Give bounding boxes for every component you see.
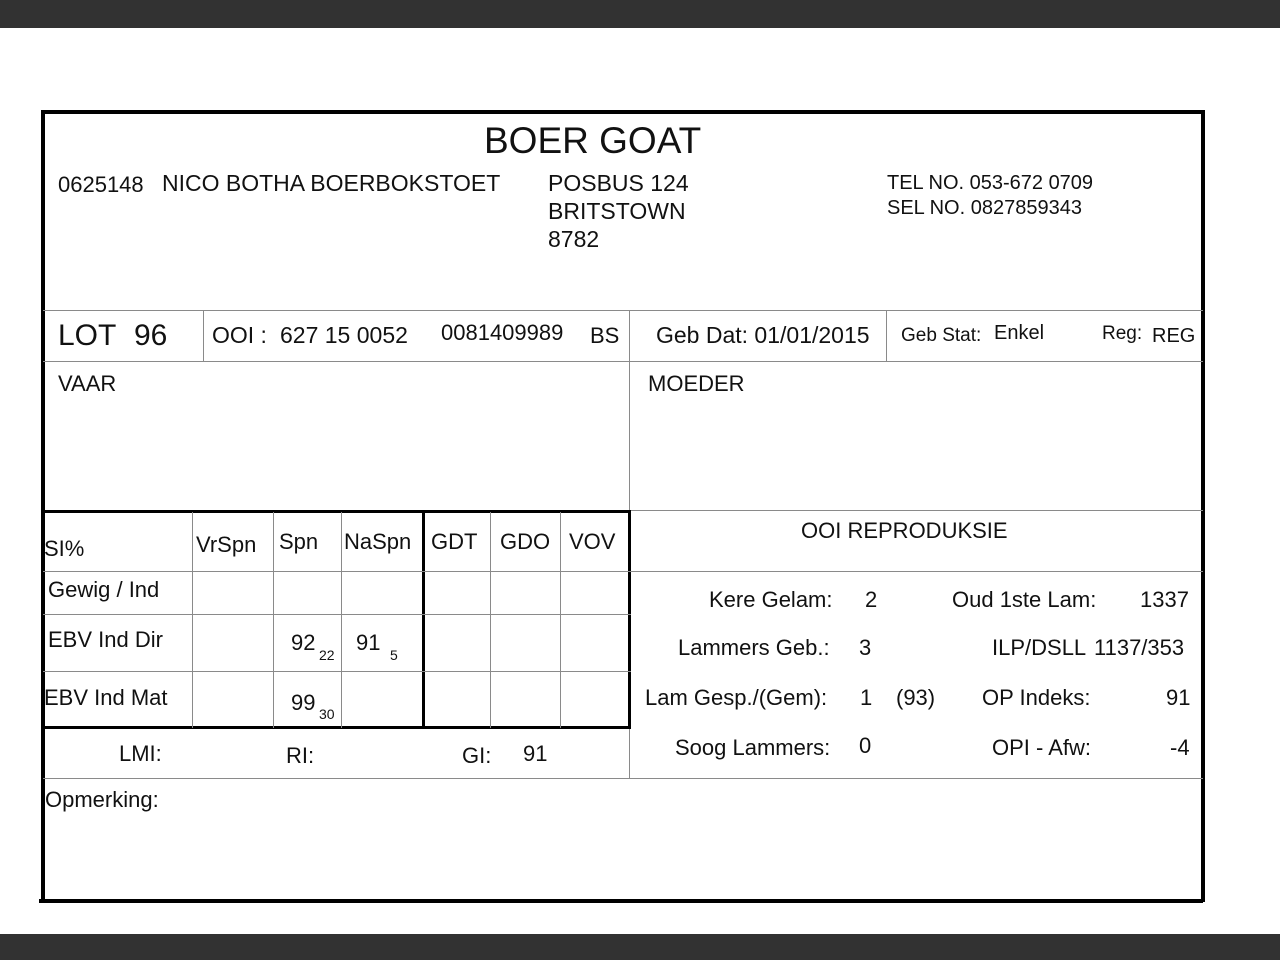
ilp-value: 1137/353 (1094, 635, 1185, 660)
top-bar (0, 0, 1280, 28)
divider (560, 512, 561, 728)
address-line-2: BRITSTOWN (548, 198, 686, 224)
address-line-3: 8782 (548, 226, 600, 252)
perf-table-bottom (43, 726, 631, 729)
op-indeks-value: 91 (1166, 685, 1191, 710)
remarks-label: Opmerking: (45, 787, 159, 812)
soog-value: 0 (859, 733, 872, 758)
ilp-label: ILP/DSLL (992, 635, 1087, 660)
ebv-dir-spn-sub: 22 (319, 647, 335, 663)
birth-status-label: Geb Stat: (901, 325, 982, 346)
lammers-geb-value: 3 (859, 635, 872, 660)
card-border-right (1201, 110, 1205, 902)
lot-number: 96 (134, 319, 168, 352)
opi-value: -4 (1170, 735, 1190, 760)
ebv-dir-naspn-sub: 5 (390, 647, 398, 663)
ri-label: RI: (286, 743, 315, 768)
reg-label: Reg: (1102, 323, 1143, 344)
ooi-suffix: BS (590, 323, 620, 348)
divider (203, 310, 204, 362)
row-label-ebv-dir: EBV Ind Dir (48, 627, 163, 652)
kere-gelam-label: Kere Gelam: (709, 587, 833, 612)
tel-number: TEL NO. 053-672 0709 (887, 172, 1094, 194)
birth-date: Geb Dat: 01/01/2015 (656, 322, 870, 348)
dam-label: MOEDER (648, 371, 745, 396)
row-label-ebv-mat: EBV Ind Mat (44, 685, 168, 710)
perf-header-spn: Spn (279, 529, 319, 554)
op-indeks-label: OP Indeks: (982, 685, 1091, 710)
lam-gesp-label: Lam Gesp./(Gem): (645, 685, 828, 710)
sire-label: VAAR (58, 371, 117, 396)
perf-header-naspn: NaSpn (344, 529, 412, 554)
ooi-id: 0081409989 (441, 320, 564, 345)
opi-label: OPI - Afw: (992, 735, 1092, 760)
soog-label: Soog Lammers: (675, 735, 831, 760)
ooi-number: 627 15 0052 (280, 322, 408, 348)
kere-gelam-value: 2 (865, 587, 878, 612)
perf-header-vrspn: VrSpn (196, 532, 257, 557)
lmi-label: LMI: (119, 741, 162, 766)
perf-table-top (43, 510, 631, 513)
perf-header-gdo: GDO (500, 529, 551, 554)
divider (273, 512, 274, 728)
ebv-dir-naspn: 91 (356, 630, 381, 655)
breeder-code: 0625148 (58, 172, 144, 197)
divider (43, 671, 631, 672)
divider (43, 310, 1203, 311)
card-border-bottom (39, 899, 1203, 903)
card-title: BOER GOAT (484, 120, 702, 161)
divider (490, 512, 491, 728)
divider (631, 571, 1203, 572)
lammers-geb-label: Lammers Geb.: (678, 635, 830, 660)
divider (629, 310, 630, 362)
divider (43, 361, 1203, 362)
perf-table-divider (422, 510, 425, 729)
perf-header-vov: VOV (569, 529, 616, 554)
perf-header-gdt: GDT (431, 529, 478, 554)
gi-value: 91 (523, 741, 548, 766)
divider (43, 571, 631, 572)
lot-label: LOT (58, 319, 117, 352)
oud-lam-label: Oud 1ste Lam: (952, 587, 1097, 612)
divider (43, 778, 1203, 779)
ebv-dir-spn: 92 (291, 630, 316, 655)
divider (192, 512, 193, 728)
perf-header-si: SI% (44, 536, 85, 561)
repro-title: OOI REPRODUKSIE (801, 518, 1008, 543)
perf-table-right (628, 510, 631, 729)
bottom-bar (0, 934, 1280, 960)
oud-lam-value: 1337 (1140, 587, 1189, 612)
ebv-mat-spn: 99 (291, 690, 316, 715)
divider (43, 614, 631, 615)
row-label-gewig: Gewig / Ind (48, 577, 160, 602)
gi-label: GI: (462, 743, 492, 768)
ebv-mat-spn-sub: 30 (319, 706, 335, 722)
ooi-label: OOI : (212, 322, 267, 348)
lam-gesp-value: 1 (860, 685, 873, 710)
reg-value: REG (1152, 325, 1196, 347)
sel-number: SEL NO. 0827859343 (887, 197, 1082, 219)
divider (886, 310, 887, 362)
divider (341, 512, 342, 728)
breeder-name: NICO BOTHA BOERBOKSTOET (162, 170, 501, 196)
divider (631, 510, 1203, 511)
card-border-top (41, 110, 1205, 114)
lam-gesp-gem: (93) (896, 685, 936, 710)
card-border-left (41, 110, 45, 902)
birth-status-value: Enkel (994, 322, 1045, 344)
address-line-1: POSBUS 124 (548, 170, 689, 196)
